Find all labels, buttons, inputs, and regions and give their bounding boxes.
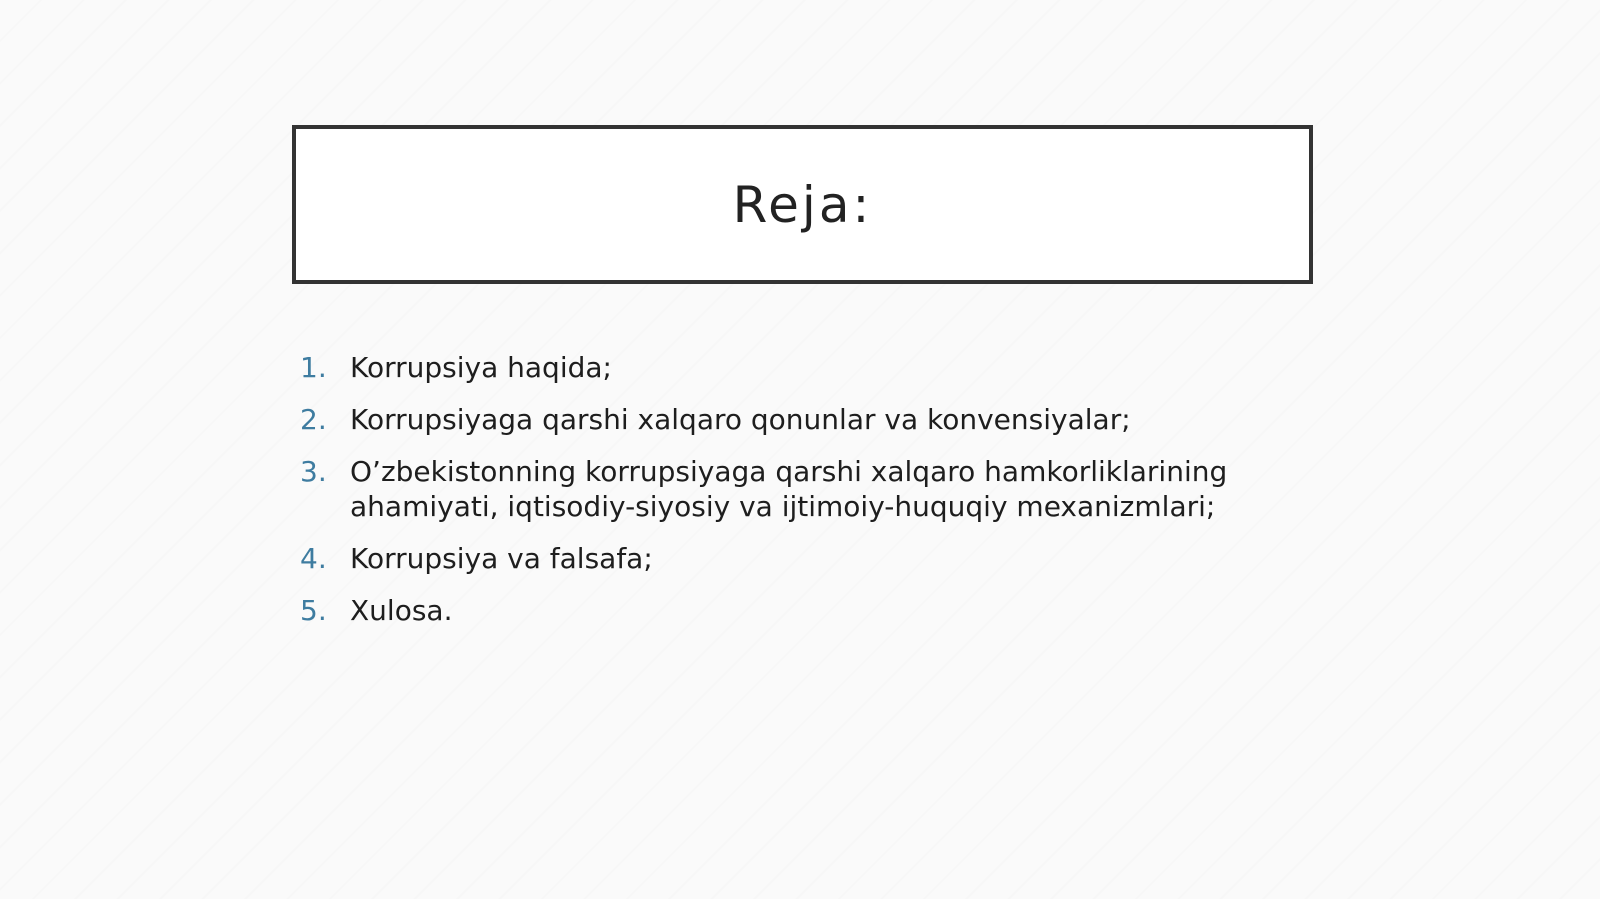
list-item	[300, 541, 1260, 576]
list-item-text: Korrupsiya haqida;	[350, 351, 612, 384]
list-item-number: 3.	[300, 455, 327, 488]
list-item-number: 5.	[300, 594, 327, 627]
title-box	[292, 125, 1313, 284]
list-item-number: 4.	[300, 542, 327, 575]
list-item-number: 2.	[300, 403, 327, 436]
slide-title: Reja:	[732, 175, 873, 234]
list-item-text: Xulosa.	[350, 594, 453, 627]
list-item	[300, 402, 1260, 437]
plan-list	[300, 350, 1260, 645]
list-item	[300, 350, 1260, 385]
list-item	[300, 593, 1260, 628]
list-item-number: 1.	[300, 351, 327, 384]
list-item	[300, 454, 1260, 524]
list-item-text: Korrupsiyaga qarshi xalqaro qonunlar va konvensiyalar;	[350, 403, 1131, 436]
list-item-text: Korrupsiya va falsafa;	[350, 542, 653, 575]
list-item-text: O’zbekistonning korrupsiyaga qarshi xalqaro hamkorliklarining ahamiyati, iqtisodiy-siyosiy va ijtimoiy-huquqiy mexanizmlari;	[350, 455, 1228, 523]
